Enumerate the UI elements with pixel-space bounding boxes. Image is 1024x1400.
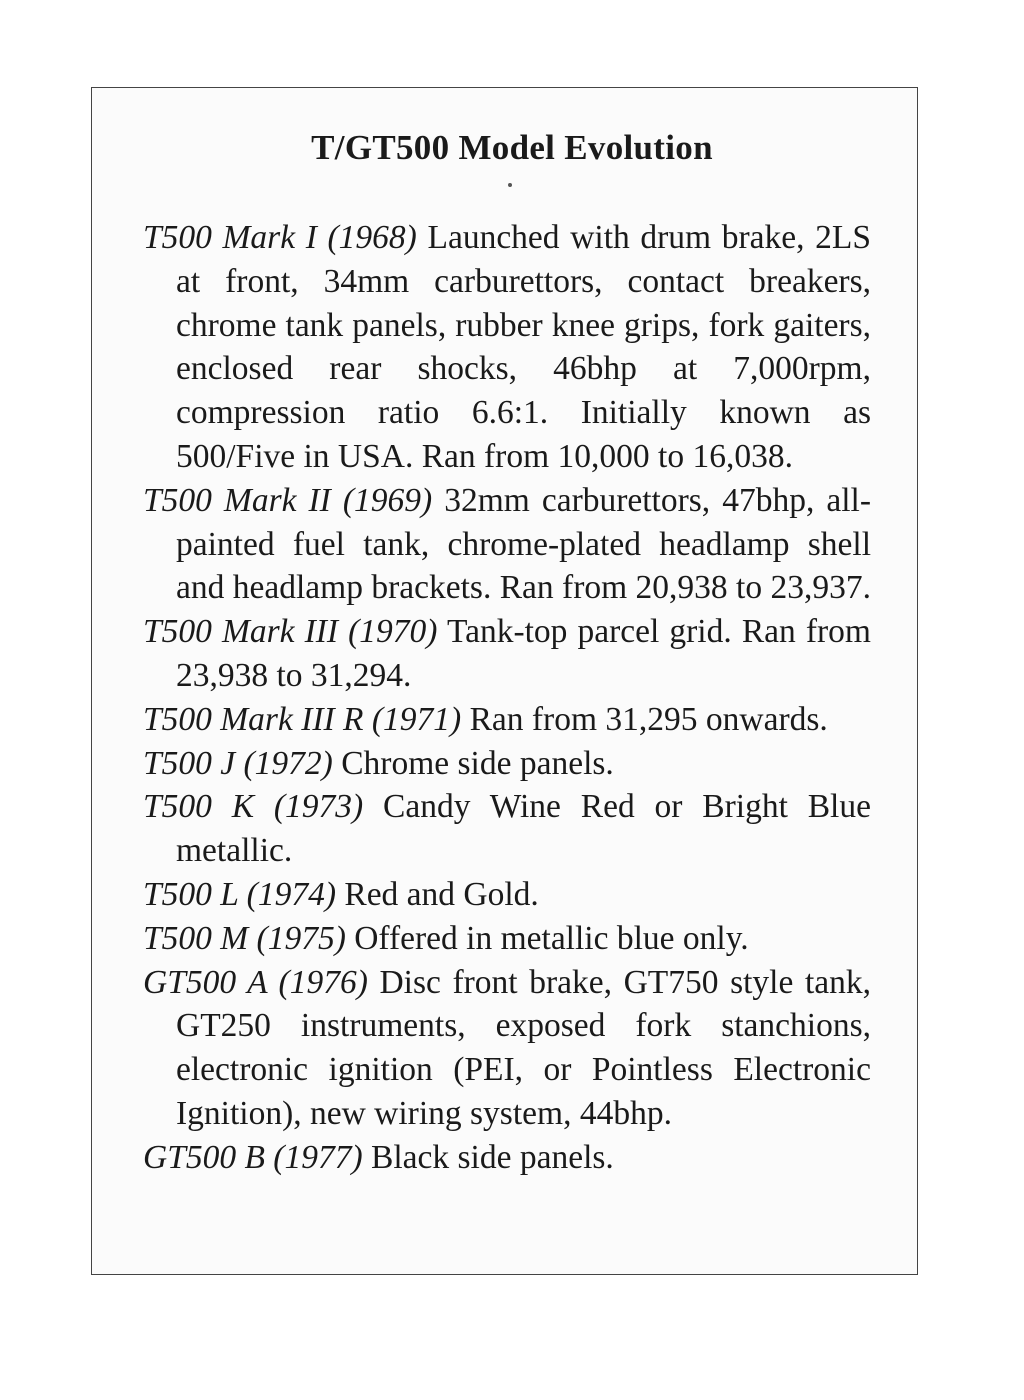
model-entry xyxy=(143,785,871,873)
model-entry xyxy=(143,873,871,917)
model-name: T500 Mark I (1968) xyxy=(143,219,417,256)
model-entry xyxy=(143,917,871,961)
model-list xyxy=(143,216,871,1180)
model-name: T500 M (1975) xyxy=(143,919,346,957)
model-name: GT500 A (1976) xyxy=(143,963,368,1001)
model-description: Disc front brake, GT750 style tank, GT250 instruments, exposed fork stanchions, electronic ignition (PEI, or Pointless Electronic Ignition), new wiring system, 44bhp. xyxy=(176,963,872,1132)
model-name: T500 Mark III (1970) xyxy=(143,613,438,651)
model-entry xyxy=(143,698,871,742)
model-name: T500 K (1973) xyxy=(143,788,364,826)
box-title: T/GT500 Model Evolution xyxy=(311,128,713,167)
model-description: Tank-top parcel grid. Ran from 23,938 to 31,294. xyxy=(176,613,871,694)
model-description: 32mm carburettors, 47bhp, all-painted fuel tank, chrome-plated headlamp shell and headlamp brackets. Ran from 20,938 to 23,937. xyxy=(176,481,871,607)
model-entry xyxy=(143,216,871,479)
model-description: Chrome side panels. xyxy=(341,744,614,782)
model-name: T500 Mark III R (1971) xyxy=(143,700,462,738)
model-description: Offered in metallic blue only. xyxy=(354,919,749,957)
model-description: Black side panels. xyxy=(370,1138,614,1176)
model-name: T500 Mark II (1969) xyxy=(143,481,433,519)
model-name: T500 J (1972) xyxy=(143,744,333,782)
model-description: Candy Wine Red or Bright Blue metallic. xyxy=(176,788,871,870)
model-entry xyxy=(143,1136,871,1180)
title-ornament-dot xyxy=(508,183,512,187)
model-name: T500 L (1974) xyxy=(143,875,336,913)
model-description: Ran from 31,295 onwards. xyxy=(469,700,828,738)
model-description: Launched with drum brake, 2LS at front, 34mm carburettors, contact breakers, chrome tank panels, rubber knee grips, fork gaiters, enclosed rear shocks, 46bhp at 7,000rpm, compression ratio 6.6:1. Initially known as 500/Five in USA. Ran from 10,000 to 16,038. xyxy=(176,219,871,475)
model-entry xyxy=(143,479,871,610)
model-entry xyxy=(143,961,871,1136)
model-description: Red and Gold. xyxy=(344,875,539,913)
model-name: GT500 B (1977) xyxy=(143,1138,363,1176)
model-entry xyxy=(143,610,871,698)
model-entry xyxy=(143,742,871,786)
